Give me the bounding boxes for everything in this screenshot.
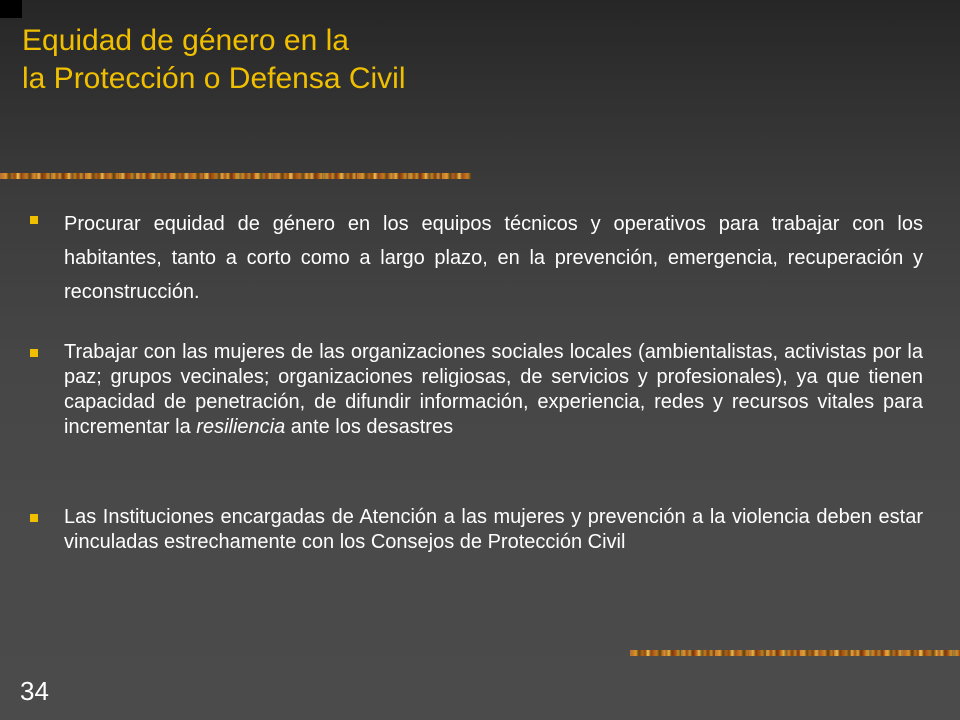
- decorative-texture-bar-top: [0, 173, 471, 179]
- bullet-item: [30, 207, 923, 309]
- bullet-text-part: Trabajar con las mujeres de las organizaciones sociales locales (ambientalistas, activistas por la paz; grupos vecinales; organizaciones religiosas, de servicios y profesionales), ya que tienen capacidad de penetración, de difundir información, experiencia, redes y recursos vitales para incrementar la: [64, 341, 923, 438]
- slide-number: 34: [20, 676, 49, 706]
- bullet-text: Las Instituciones encargadas de Atención a las mujeres y prevención a la violencia deben estar vinculadas estrechamente con los Consejos de Protección Civil: [64, 506, 923, 553]
- bullet-item: [30, 505, 923, 555]
- square-bullet-icon: [30, 349, 38, 357]
- bullet-text: Procurar equidad de género en los equipos técnicos y operativos para trabajar con los habitantes, tanto a corto como a largo plazo, en la prevención, emergencia, recuperación y reconstrucción.: [64, 213, 923, 303]
- bullet-text-part: ante los desastres: [285, 416, 454, 438]
- bullet-text-italic-term: resiliencia: [196, 416, 286, 438]
- decorative-texture-bar-bottom: [630, 650, 960, 656]
- square-bullet-icon: [30, 216, 38, 224]
- slide-title-line-1: Equidad de género en la: [22, 24, 349, 57]
- bullet-text: [64, 340, 923, 440]
- slide-title: [22, 22, 406, 98]
- slide-title-line-2: la Protección o Defensa Civil: [22, 62, 406, 95]
- bullet-item: [30, 340, 923, 440]
- corner-decoration: [0, 0, 22, 18]
- square-bullet-icon: [30, 514, 38, 522]
